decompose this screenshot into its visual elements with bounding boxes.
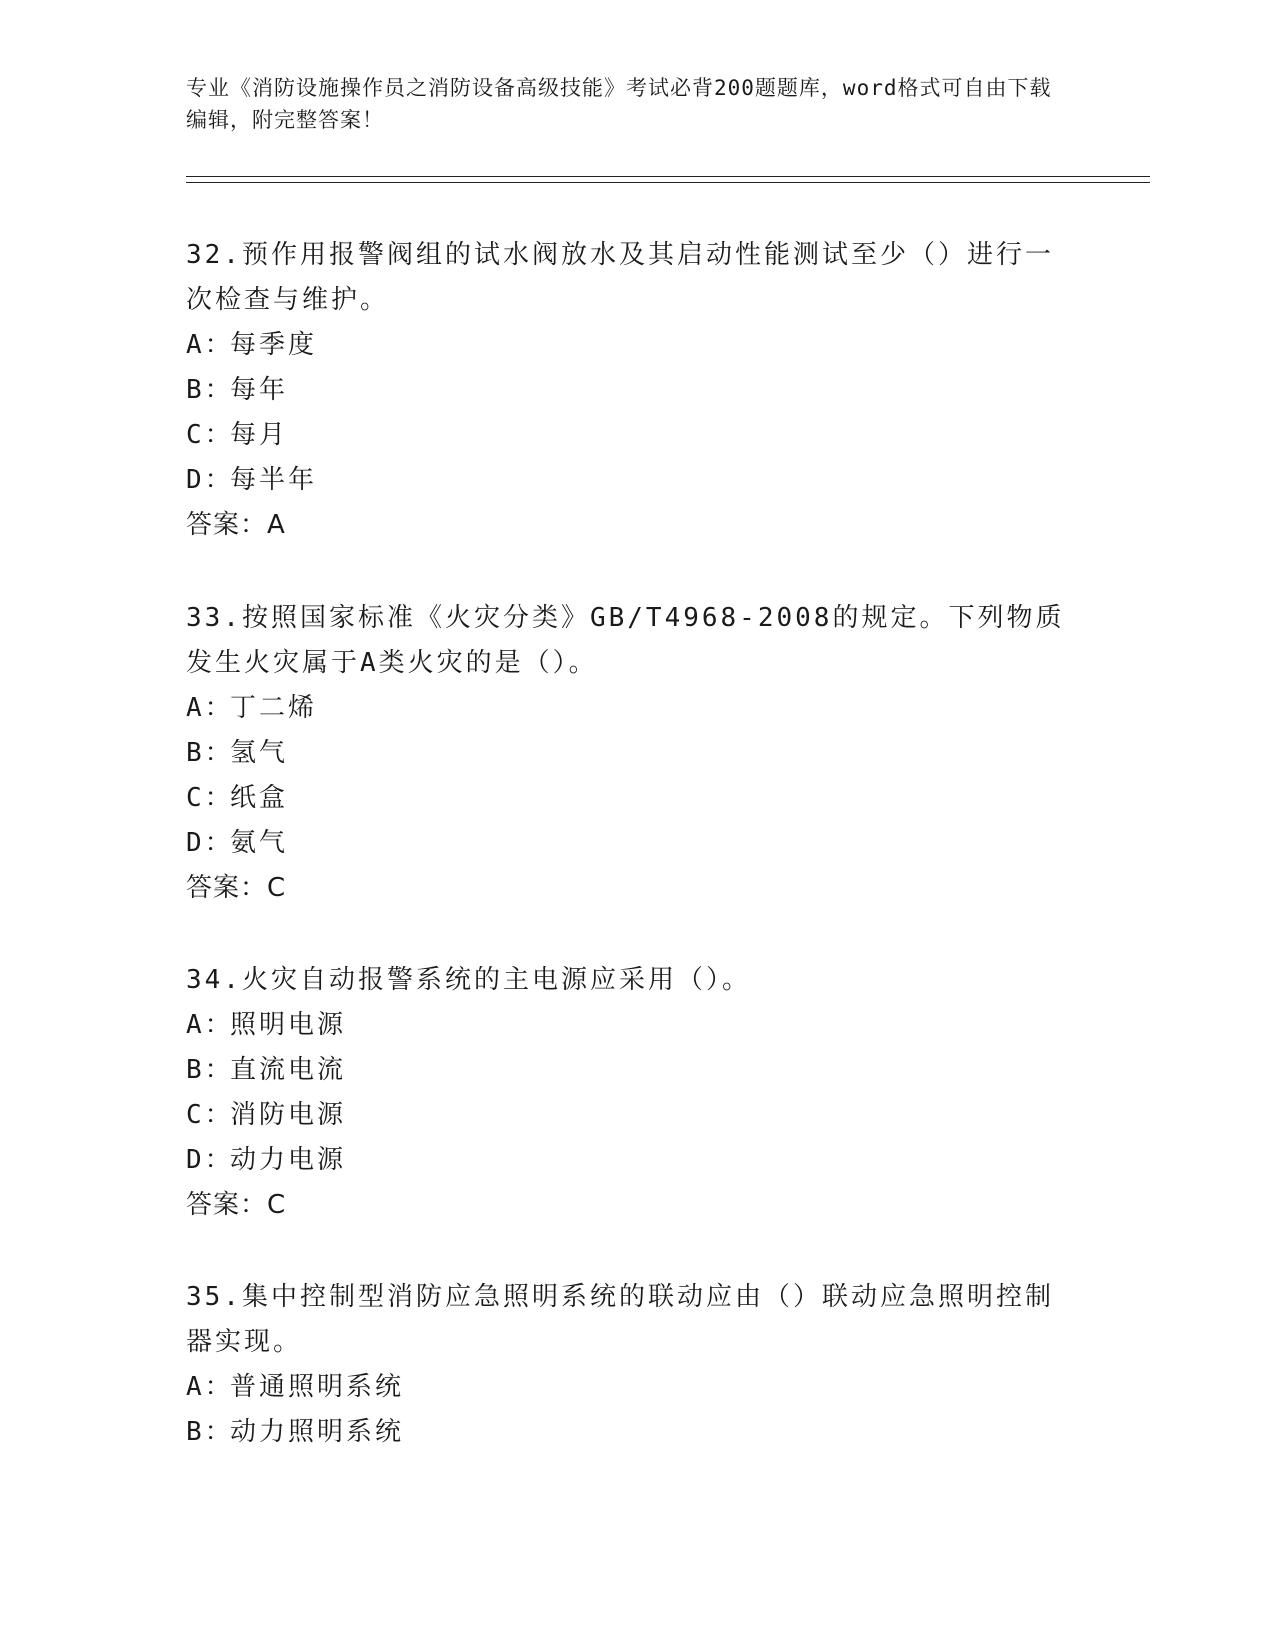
question-stem: 32.预作用报警阀组的试水阀放水及其启动性能测试至少（）进行一次检查与维护。 [186,240,1054,315]
option-key: A： [186,330,234,360]
option-text: 普通照明系统 [230,1372,405,1402]
option-a [186,1003,1066,1048]
option-d [186,1138,1066,1183]
option-text: 照明电源 [230,1010,347,1040]
option-key: B： [186,1055,234,1085]
answer-line: 答案：C [186,1190,287,1220]
option-text: 每季度 [230,330,318,360]
question-33 [186,596,1066,911]
option-c [186,413,1066,458]
answer-line: 答案：C [186,873,287,903]
option-text: 每半年 [230,465,318,495]
option-key: D： [186,1145,234,1175]
option-key: B： [186,375,234,405]
option-key: C： [186,783,234,813]
answer-line: 答案：A [186,510,286,540]
option-d [186,458,1066,503]
question-35 [186,1275,1066,1455]
option-text: 直流电流 [230,1055,347,1085]
option-key: C： [186,420,234,450]
option-b [186,368,1066,413]
option-b [186,731,1066,776]
option-text: 动力电源 [230,1145,347,1175]
option-text: 丁二烯 [230,693,318,723]
option-c [186,1093,1066,1138]
option-key: A： [186,693,234,723]
option-a [186,1365,1066,1410]
option-key: D： [186,465,234,495]
question-34 [186,958,1066,1228]
question-stem: 33.按照国家标准《火灾分类》GB/T4968-2008的规定。下列物质发生火灾属于A类火灾的是（）。 [186,603,1065,678]
option-text: 动力照明系统 [230,1417,405,1447]
question-32 [186,233,1066,548]
option-a [186,686,1066,731]
option-text: 氨气 [230,828,289,858]
option-key: A： [186,1372,234,1402]
option-b [186,1410,1066,1455]
option-key: A： [186,1010,234,1040]
option-key: B： [186,738,234,768]
option-key: D： [186,828,234,858]
document-intro: 专业《消防设施操作员之消防设备高级技能》考试必背200题题库，word格式可自由下载编辑，附完整答案！ [186,76,1052,132]
option-b [186,1048,1066,1093]
question-stem: 35.集中控制型消防应急照明系统的联动应由（）联动应急照明控制器实现。 [186,1282,1054,1357]
option-c [186,776,1066,821]
question-stem: 34.火灾自动报警系统的主电源应采用（）。 [186,965,751,995]
option-key: B： [186,1417,234,1447]
option-a [186,323,1066,368]
option-key: C： [186,1100,234,1130]
option-text: 纸盒 [230,783,289,813]
option-text: 每年 [230,375,289,405]
option-text: 消防电源 [230,1100,347,1130]
option-text: 氢气 [230,738,289,768]
option-d [186,821,1066,866]
option-text: 每月 [230,420,289,450]
header-divider-top [186,176,1150,177]
header-divider-bottom [186,182,1150,183]
